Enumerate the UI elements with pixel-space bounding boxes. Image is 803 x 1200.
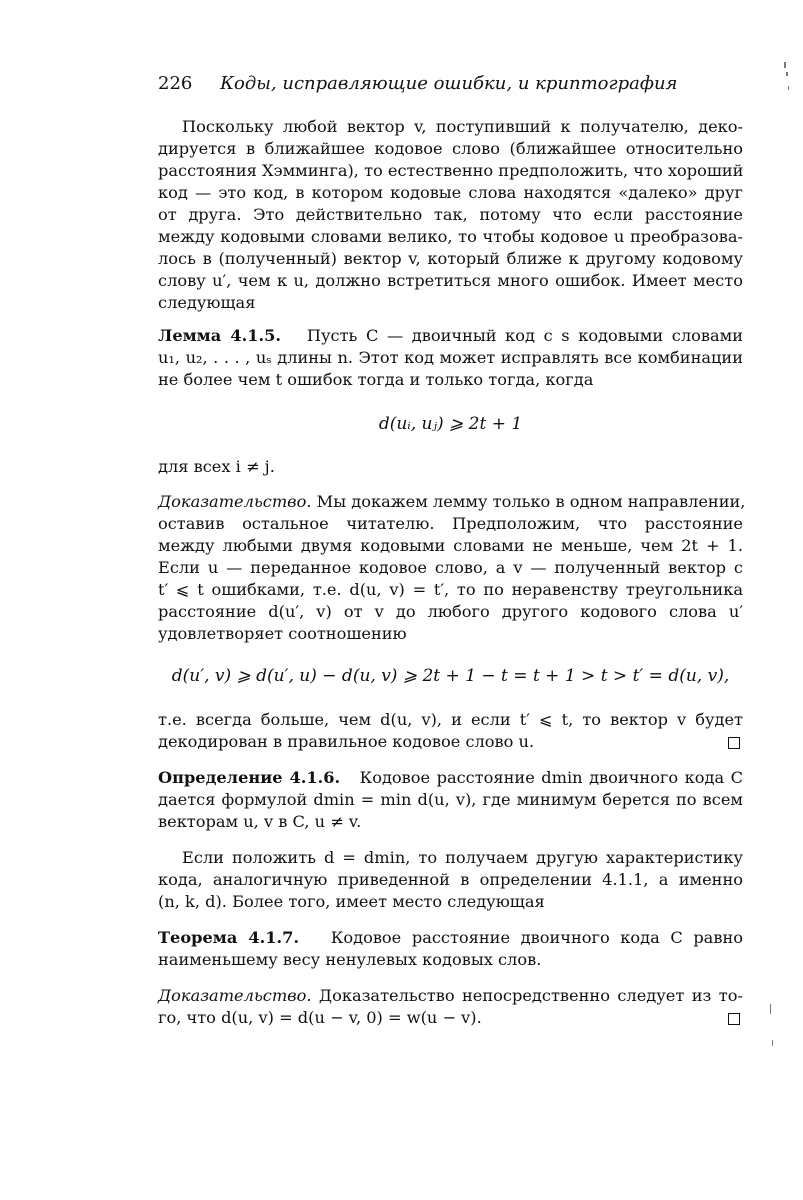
theorem-line (158, 927, 743, 949)
definition-block (158, 767, 743, 833)
intro-paragraph (158, 116, 743, 314)
text-line: расстояния Хэмминга), то естественно предположить, что хороший (158, 161, 744, 180)
proof-line: т.е. всегда больше, чем d(u, v), и если t′ ⩽ t, то вектор v будет (158, 710, 743, 729)
qed-square-icon (728, 737, 740, 749)
theorem-proof-block (158, 985, 743, 1029)
scan-speck (784, 62, 786, 68)
text-line: дируется в ближайшее кодовое слово (ближайшее относительно (158, 139, 743, 158)
proof-conclusion (158, 709, 743, 753)
running-title: Коды, исправляющие ошибки, и криптография (220, 73, 678, 94)
lemma-formula: d(uᵢ, uⱼ) ⩾ 2t + 1 (378, 414, 523, 434)
scan-speck (788, 86, 789, 90)
characteristic-paragraph (158, 847, 743, 913)
text-line: код — это код, в котором кодовые слова находятся «далеко» друг (158, 183, 743, 202)
proof-line: го, что d(u, v) = d(u − v, 0) = w(u − v). (158, 1008, 482, 1027)
proof-line (158, 985, 743, 1007)
definition-text: Кодовое расстояние dmin двоичного кода C (359, 768, 744, 787)
lemma-line: u₁, u₂, . . . , uₛ длины n. Этот код может исправлять все комбинации (158, 348, 743, 367)
proof-label: Доказательство. (158, 986, 312, 1005)
theorem-block (158, 927, 743, 971)
proof-line: удовлетворяет соотношению (158, 624, 407, 643)
definition-line (158, 767, 743, 789)
page-number: 226 (158, 73, 193, 94)
proof-line: между любыми двумя кодовыми словами не меньше, чем 2t + 1. (158, 536, 743, 555)
proof-line: t′ ⩽ t ошибками, т.е. d(u, v) = t′, то по неравенству треугольника (158, 580, 743, 599)
scan-speck (786, 72, 788, 76)
text-line: от друга. Это действительно так, потому что если расстояние (158, 205, 743, 224)
definition-line: дается формулой dmin = min d(u, v), где минимум берется по всем (158, 790, 743, 809)
proof-text: Доказательство непосредственно следует из то- (318, 986, 743, 1005)
text-line: лось в (полученный) вектор v, который ближе к другому кодовому (158, 249, 743, 268)
text-line: между кодовыми словами велико, то чтобы кодовое u преобразова- (158, 227, 743, 246)
text-line: Поскольку любой вектор v, поступивший к получателю, деко- (182, 117, 743, 136)
proof-line (158, 491, 746, 513)
triangle-inequality-formula: d(u′, v) ⩾ d(u′, u) − d(u, v) ⩾ 2t + 1 − t = t + 1 > t > t′ = d(u, v), (171, 666, 730, 686)
text-line: слову u′, чем к u, должно встретиться много ошибок. Имеет место (158, 271, 743, 290)
theorem-text: Кодовое расстояние двоичного кода C равно (330, 928, 743, 947)
proof-line: оставив остальное читателю. Предположим, что расстояние (158, 514, 743, 533)
definition-label: Определение 4.1.6. (158, 768, 341, 787)
lemma-condition (158, 456, 743, 478)
lemma-line: не более чем t ошибок тогда и только тогда, когда (158, 370, 594, 389)
scan-speck (770, 1004, 771, 1014)
text-line: кода, аналогичную приведенной в определении 4.1.1, а именно (158, 870, 743, 889)
lemma-block (158, 325, 743, 391)
text-line: для всех i ≠ j. (158, 457, 275, 476)
proof-line: расстояние d(u′, v) от v до любого другого кодового слова u′ (158, 602, 743, 621)
text-line: Если положить d = dmin, то получаем другую характеристику (182, 848, 743, 867)
theorem-label: Теорема 4.1.7. (158, 928, 300, 947)
proof-line: декодирован в правильное кодовое слово u. (158, 732, 535, 751)
text-line: следующая (158, 293, 256, 312)
lemma-line (158, 325, 743, 347)
scan-speck (772, 1040, 773, 1046)
qed-square-icon (728, 1013, 740, 1025)
definition-line: векторам u, v в C, u ≠ v. (158, 812, 362, 831)
lemma-text: Пусть C — двоичный код с s кодовыми словами (306, 326, 744, 345)
theorem-line: наименьшему весу ненулевых кодовых слов. (158, 950, 542, 969)
proof-block (158, 491, 746, 645)
proof-text: Мы докажем лемму только в одном направлении, (316, 492, 746, 511)
proof-line: Если u — переданное кодовое слово, а v — полученный вектор с (158, 558, 743, 577)
proof-label: Доказательство. (158, 492, 312, 511)
text-line: (n, k, d). Более того, имеет место следующая (158, 892, 545, 911)
lemma-label: Лемма 4.1.5. (158, 326, 282, 345)
page-header (158, 72, 677, 96)
